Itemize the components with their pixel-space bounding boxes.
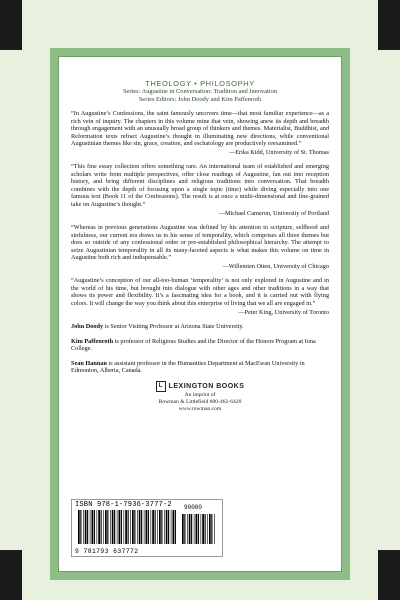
barcode-bar <box>155 510 156 544</box>
barcode-bar <box>97 510 98 544</box>
blurb-attribution: —Michael Cameron, University of Portland <box>218 209 329 217</box>
blurb-attribution: —Willemien Otten, University of Chicago <box>222 262 329 270</box>
blurb-text: “This fine essay collection offers something rare. An international team of established and emerging scholars write from multiple perspectives, offer close readings of Augustine, fan out into reception history, and bring different disciplines and religious traditions into conversation. That breadth combines with the depth of focusing upon a single topic (time) while diving especially into one famous text (Book 11 of the Confessions). The result is at once a multi-dimensional and fine-grained take on Augustine’s thought.” <box>71 163 329 209</box>
barcode-bar <box>110 510 111 544</box>
corner-mark-bottom-left <box>0 550 22 600</box>
barcode-bar <box>112 510 114 544</box>
blurbs-section <box>59 110 341 413</box>
barcode-bar <box>182 514 184 544</box>
barcode-bar <box>196 514 198 544</box>
barcode-bar <box>98 510 100 544</box>
barcode-bar <box>117 510 118 544</box>
barcode-bar <box>201 514 202 544</box>
barcode-bar <box>173 510 175 544</box>
author-bio-text: is assistant professor in the Humanities Department at MacEwan University in Edmonton, Alberta, Canada. <box>71 359 305 375</box>
publisher-url: www.rowman.com <box>178 405 222 412</box>
author-bio <box>71 338 329 353</box>
author-name: Kim Paffenroth <box>71 337 114 345</box>
author-name: John Doody <box>71 323 104 331</box>
barcode-bar <box>214 514 215 544</box>
blurb <box>71 277 329 316</box>
barcode-bar <box>191 514 192 544</box>
barcode-bar <box>198 514 199 544</box>
publisher-block <box>71 381 329 413</box>
barcode-bar <box>211 514 212 544</box>
back-cover-inner <box>58 56 342 572</box>
barcode-bar <box>90 510 91 544</box>
publisher-contact-line: Rowman & Littlefield 800-462-6420 <box>158 398 242 405</box>
barcode-bar <box>103 510 104 544</box>
series-title: Series: Augustine in Conversation: Tradition and Innovation <box>122 88 278 95</box>
barcode-addon-bars <box>182 514 216 544</box>
barcode-bar <box>161 510 162 544</box>
barcode-bar <box>184 514 185 544</box>
barcode-box <box>71 499 223 557</box>
barcode-bar <box>144 510 145 544</box>
barcode-bar <box>194 514 195 544</box>
series-block <box>59 79 341 104</box>
publisher-name: LEXINGTON BOOKS <box>168 382 245 390</box>
barcode-bar <box>159 510 161 544</box>
blurb <box>71 110 329 156</box>
author-name: Sean Hannan <box>71 359 107 367</box>
blurb-text: “In Augustine’s Confessions, the saint famously uncovers time—that most familiar experience—as a rich vein of inquiry. The chapters in this volume mine that vein, showing anew its depth and breadth through engagement with an unusually broad group of thinkers and themes. Materialist, Buddhist, and Reformation texts refract Augustine’s thought in illuminating new directions, while conventional Augustinian themes like sin, grace, creation, and eschatology are productively reexamined.” <box>71 110 329 148</box>
barcode-bar <box>151 510 152 544</box>
barcode-bar <box>114 510 115 544</box>
barcode-bar <box>146 510 148 544</box>
barcode-bar <box>207 514 208 544</box>
barcode-bar <box>187 514 188 544</box>
barcode-bar <box>87 510 88 544</box>
barcode-bar <box>157 510 158 544</box>
blurb-text: “Augustine’s conception of our all-too-human ‘temporality’ is not only explored in Augustine and in the world of his time, but brought into dialogue with other ages and other traditions in a way that shows its power and flexibility. It’s a fascinating idea for a book, and it is carried out with flying colors. It will change the way you think about this enterprise of living that we all are engaged in.” <box>71 277 329 308</box>
barcode-bar <box>171 510 172 544</box>
subject-category: THEOLOGY • PHILOSOPHY <box>145 79 255 88</box>
price-code: 90000 <box>184 504 203 511</box>
publisher-imprint-line: An imprint of <box>184 391 216 398</box>
author-bio-text: is Senior Visiting Professor at Arizona State University. <box>103 323 244 331</box>
barcode-bar <box>119 510 121 544</box>
corner-mark-top-left <box>0 0 22 50</box>
corner-mark-bottom-right <box>378 550 400 600</box>
barcode-main-bars <box>78 510 178 544</box>
barcode-bar <box>107 510 108 544</box>
publisher-logo-icon: L <box>156 381 166 392</box>
barcode-bar <box>101 510 102 544</box>
barcode-bar <box>105 510 107 544</box>
barcode-bar <box>164 510 165 544</box>
back-cover-panel <box>50 48 350 580</box>
author-bio-text: is professor of Religious Studies and the Director of the Honors Program at Iona College. <box>71 337 316 353</box>
barcode-bar <box>202 514 204 544</box>
barcode-bar <box>78 510 80 544</box>
blurb-text: “Whereas in previous generations Augustine was defined by his attention to scripture, selfhood and sinfulness, our current era draws us to his sense of temporality, which comprises all three themes but does so outside of any confessional order or pre-established philosophical hierarchy. The attempt to seize Augustinian temporality in all its many-faceted aspects is what makes this volume on time in Augustine both rich and indispensable.” <box>71 224 329 262</box>
blurb-attribution: —Peter King, University of Toronto <box>238 308 329 316</box>
blurb <box>71 224 329 270</box>
barcode-bar <box>83 510 84 544</box>
blurb-attribution: —Erika Kidd, University of St. Thomas <box>228 148 329 156</box>
blurb <box>71 163 329 217</box>
barcode-bar <box>124 510 125 544</box>
barcode-bar <box>175 510 176 544</box>
barcode-bar <box>130 510 131 544</box>
author-bio <box>71 360 329 375</box>
barcode-bar <box>148 510 149 544</box>
corner-mark-top-right <box>378 0 400 50</box>
publisher-logo-row <box>71 381 329 392</box>
isbn-label: ISBN 978-1-7936-3777-2 <box>75 501 172 509</box>
barcode-bar <box>121 510 122 544</box>
barcode-bar <box>152 510 154 544</box>
barcode-bar <box>92 510 94 544</box>
barcode-bar <box>85 510 87 544</box>
barcode-bar <box>137 510 138 544</box>
barcode-bar <box>166 510 168 544</box>
author-bio <box>71 323 329 331</box>
barcode-bar <box>139 510 141 544</box>
barcode-digits: 9 781793 637772 <box>75 548 139 555</box>
barcode-bar <box>168 510 169 544</box>
barcode-bar <box>134 510 135 544</box>
series-editors: Series Editors: John Doody and Kim Paffenroth <box>138 96 262 103</box>
barcode-bar <box>125 510 127 544</box>
barcode-bar <box>141 510 142 544</box>
barcode-bar <box>205 514 206 544</box>
barcode-bar <box>94 510 95 544</box>
barcode-bar <box>209 514 211 544</box>
barcode-bar <box>80 510 81 544</box>
barcode-bar <box>128 510 129 544</box>
barcode-bar <box>189 514 191 544</box>
barcode-bar <box>132 510 134 544</box>
